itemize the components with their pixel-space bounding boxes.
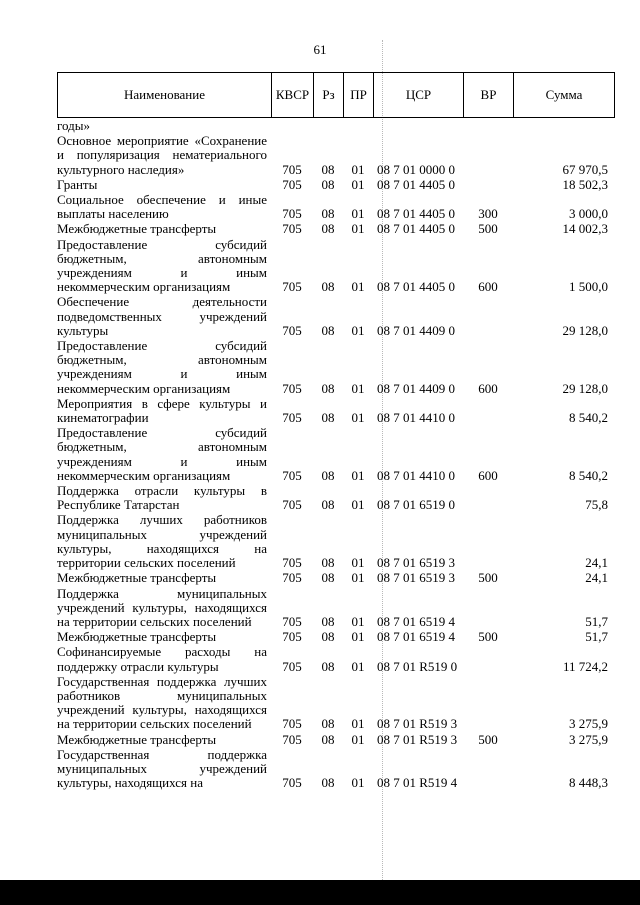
cell-name: Обеспечение деятельности подведомственных учреждений культуры — [57, 294, 267, 338]
table-row — [57, 630, 614, 644]
cell-pr: 01 — [351, 380, 365, 396]
cell-name: Государственная поддержка муниципальных учреждений культуры, находящихся на — [57, 746, 267, 791]
cell-sum: 24,1 — [585, 555, 608, 571]
cell-kvsr: 705 — [282, 775, 302, 791]
cell-rz: 08 — [321, 497, 335, 513]
cell-csr: 08 7 01 4405 0 — [377, 206, 455, 222]
cell-vr: 600 — [478, 279, 498, 295]
table-row — [57, 733, 614, 747]
cell-vr: 500 — [478, 731, 498, 747]
cell-vr: 600 — [478, 380, 498, 396]
table-row — [57, 675, 614, 732]
cell-kvsr: 705 — [282, 322, 302, 338]
cell-csr: 08 7 01 4405 0 — [377, 221, 455, 237]
cell-name: Мероприятия в сфере культуры и кинематографии — [57, 395, 267, 426]
table-row — [57, 178, 614, 192]
cell-pr: 01 — [351, 555, 365, 571]
cell-name: Государственная поддержка лучших работников муниципальных учреждений культуры, находящихся на территории сельских поселений — [57, 673, 267, 732]
cell-vr: 300 — [478, 206, 498, 222]
cell-rz: 08 — [321, 731, 335, 747]
cell-sum: 51,7 — [585, 629, 608, 645]
cell-kvsr: 705 — [282, 629, 302, 645]
cell-csr: 08 7 01 4410 0 — [377, 467, 455, 483]
cell-rz: 08 — [321, 221, 335, 237]
cell-kvsr: 705 — [282, 380, 302, 396]
cell-pr: 01 — [351, 206, 365, 222]
cell-sum: 3 275,9 — [569, 716, 608, 732]
cell-kvsr: 705 — [282, 161, 302, 177]
cell-rz: 08 — [321, 613, 335, 629]
table-row — [57, 238, 614, 295]
table-row — [57, 587, 614, 630]
cell-kvsr: 705 — [282, 570, 302, 586]
cell-csr: 08 7 01 6519 4 — [377, 629, 455, 645]
cell-rz: 08 — [321, 555, 335, 571]
cell-pr: 01 — [351, 629, 365, 645]
cell-pr: 01 — [351, 570, 365, 586]
cell-csr: 08 7 01 6519 3 — [377, 555, 455, 571]
cell-vr: 500 — [478, 629, 498, 645]
cell-sum: 8 540,2 — [569, 467, 608, 483]
table-body — [57, 119, 614, 791]
column-header-kvsr: КВСР — [272, 73, 314, 118]
cell-sum: 14 002,3 — [562, 221, 608, 237]
cell-csr: 08 7 01 0000 0 — [377, 161, 455, 177]
cell-sum: 8 540,2 — [569, 410, 608, 426]
cell-csr: 08 7 01 4405 0 — [377, 279, 455, 295]
cell-rz: 08 — [321, 410, 335, 426]
cell-rz: 08 — [321, 380, 335, 396]
cell-csr: 08 7 01 6519 4 — [377, 613, 455, 629]
cell-pr: 01 — [351, 716, 365, 732]
cell-name: Основное мероприятие «Сохранение и популяризация нематериального культурного наследия» — [57, 133, 267, 177]
cell-name: Межбюджетные трансферты — [57, 570, 217, 586]
cell-sum: 8 448,3 — [569, 775, 608, 791]
table-row — [57, 426, 614, 483]
cell-pr: 01 — [351, 410, 365, 426]
cell-csr: 08 7 01 4409 0 — [377, 322, 455, 338]
cell-pr: 01 — [351, 279, 365, 295]
cell-pr: 01 — [351, 176, 365, 192]
cell-rz: 08 — [321, 322, 335, 338]
cell-sum: 11 724,2 — [562, 658, 608, 674]
column-header-csr: ЦСР — [374, 73, 464, 118]
cell-name: Поддержка муниципальных учреждений культуры, находящихся на территории сельских поселений — [57, 585, 267, 629]
column-header-pr: ПР — [344, 73, 374, 118]
cell-name: Поддержка отрасли культуры в Республике Татарстан — [57, 483, 267, 513]
cell-rz: 08 — [321, 775, 335, 791]
cell-pr: 01 — [351, 775, 365, 791]
cell-kvsr: 705 — [282, 279, 302, 295]
cell-sum: 75,8 — [585, 497, 608, 513]
cell-kvsr: 705 — [282, 613, 302, 629]
cell-csr: 08 7 01 R519 4 — [377, 775, 458, 791]
cell-rz: 08 — [321, 176, 335, 192]
cell-rz: 08 — [321, 206, 335, 222]
cell-rz: 08 — [321, 279, 335, 295]
table-row — [57, 222, 614, 236]
cell-sum: 51,7 — [585, 613, 608, 629]
table-row — [57, 295, 614, 338]
cell-csr: 08 7 01 R519 3 — [377, 731, 458, 747]
cell-name: годы» — [57, 118, 90, 133]
cell-name: Предоставление субсидий бюджетным, автономным учреждениям и иным некоммерческим организациям — [57, 425, 267, 483]
column-header-rz: Рз — [314, 73, 344, 118]
cell-kvsr: 705 — [282, 716, 302, 732]
cell-sum: 67 970,5 — [562, 161, 608, 177]
cell-pr: 01 — [351, 221, 365, 237]
cell-vr: 600 — [478, 467, 498, 483]
cell-name: Предоставление субсидий бюджетным, автономным учреждениям и иным некоммерческим организациям — [57, 338, 267, 396]
table-row — [57, 119, 614, 133]
cell-kvsr: 705 — [282, 658, 302, 674]
cell-name: Софинансируемые расходы на поддержку отрасли культуры — [57, 644, 267, 674]
cell-kvsr: 705 — [282, 467, 302, 483]
cell-sum: 18 502,3 — [562, 176, 608, 192]
cell-kvsr: 705 — [282, 497, 302, 513]
scan-bottom-edge — [0, 880, 640, 905]
cell-name: Межбюджетные трансферты — [57, 629, 217, 645]
cell-csr: 08 7 01 4410 0 — [377, 410, 455, 426]
cell-csr: 08 7 01 R519 0 — [377, 658, 458, 674]
cell-name: Межбюджетные трансферты — [57, 221, 217, 237]
cell-csr: 08 7 01 R519 3 — [377, 716, 458, 732]
cell-vr: 500 — [478, 570, 498, 586]
cell-sum: 29 128,0 — [562, 322, 608, 338]
table-row — [57, 193, 614, 221]
cell-pr: 01 — [351, 731, 365, 747]
cell-sum: 1 500,0 — [569, 279, 608, 295]
cell-csr: 08 7 01 4409 0 — [377, 380, 455, 396]
cell-sum: 24,1 — [585, 570, 608, 586]
cell-name: Межбюджетные трансферты — [57, 731, 217, 747]
cell-pr: 01 — [351, 161, 365, 177]
cell-rz: 08 — [321, 161, 335, 177]
cell-pr: 01 — [351, 467, 365, 483]
cell-kvsr: 705 — [282, 176, 302, 192]
cell-rz: 08 — [321, 467, 335, 483]
cell-kvsr: 705 — [282, 731, 302, 747]
cell-rz: 08 — [321, 629, 335, 645]
cell-csr: 08 7 01 6519 3 — [377, 570, 455, 586]
cell-pr: 01 — [351, 658, 365, 674]
page-number: 61 — [313, 42, 327, 57]
cell-pr: 01 — [351, 613, 365, 629]
table-row — [57, 134, 614, 177]
cell-kvsr: 705 — [282, 410, 302, 426]
cell-kvsr: 705 — [282, 221, 302, 237]
cell-name: Поддержка лучших работников муниципальных учреждений культуры, находящихся на территории сельских поселений — [57, 512, 267, 571]
table-row — [57, 571, 614, 585]
cell-csr: 08 7 01 4405 0 — [377, 176, 455, 192]
table-row — [57, 339, 614, 396]
table-row — [57, 645, 614, 673]
table-row — [57, 513, 614, 570]
cell-sum: 3 000,0 — [569, 206, 608, 222]
cell-sum: 29 128,0 — [562, 380, 608, 396]
table-header — [57, 72, 615, 118]
table-row — [57, 397, 614, 425]
column-header-name: Наименование — [58, 73, 272, 118]
cell-name: Социальное обеспечение и иные выплаты населению — [57, 192, 267, 222]
cell-rz: 08 — [321, 570, 335, 586]
cell-rz: 08 — [321, 716, 335, 732]
cell-kvsr: 705 — [282, 555, 302, 571]
cell-name: Гранты — [57, 176, 98, 192]
cell-name: Предоставление субсидий бюджетным, автономным учреждениям и иным некоммерческим организациям — [57, 236, 267, 295]
cell-pr: 01 — [351, 497, 365, 513]
cell-pr: 01 — [351, 322, 365, 338]
cell-sum: 3 275,9 — [569, 731, 608, 747]
column-header-vr: ВР — [464, 73, 514, 118]
cell-vr: 500 — [478, 221, 498, 237]
cell-kvsr: 705 — [282, 206, 302, 222]
column-header-sum: Сумма — [514, 73, 615, 118]
cell-csr: 08 7 01 6519 0 — [377, 497, 455, 513]
cell-rz: 08 — [321, 658, 335, 674]
table-row — [57, 748, 614, 791]
table-row — [57, 484, 614, 512]
